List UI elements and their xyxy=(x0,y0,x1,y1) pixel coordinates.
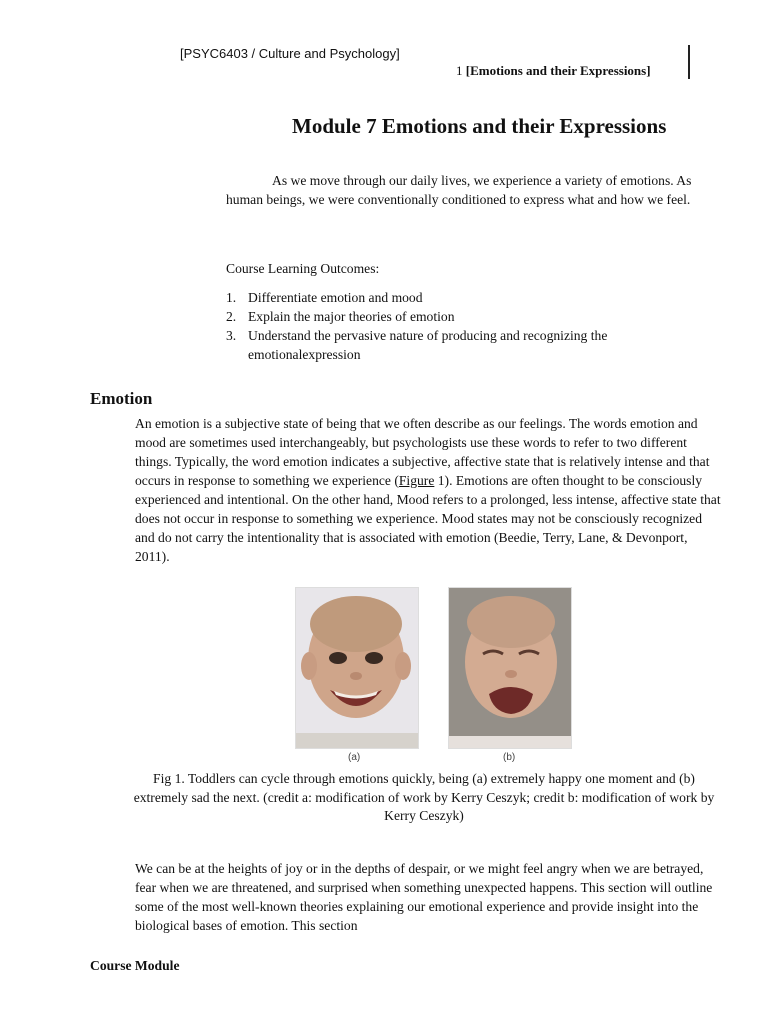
list-item-text: Understand the pervasive nature of producing and recognizing the emotionalexpression xyxy=(248,328,608,362)
intro-text: As we move through our daily lives, we experience a variety of emotions. As human beings, we were conventionally conditioned to express what and how we feel. xyxy=(226,173,692,207)
footer-label: Course Module xyxy=(90,958,180,973)
figure-caption: Fig 1. Toddlers can cycle through emotions quickly, being (a) extremely happy one moment and (b) extremely sad the next. (credit a: modification of work by Kerry Ceszyk; credit b: modification of work by Kerry Ceszyk) xyxy=(133,771,715,823)
list-item xyxy=(226,288,696,307)
figure-label-a: (a) xyxy=(348,752,361,763)
happy-toddler-photo xyxy=(295,587,419,749)
list-item-number: 2. xyxy=(226,309,237,324)
list-item xyxy=(226,307,696,326)
paragraph-text: 1). Emotions are often thought to be consciously experienced and intentional. On the other hand, Mood refers to a prolonged, less intense, affective state that does not occur in response to something we experience. Mood states may not be consciously recognized and do not carry the intentionality that is associated with emotion (Beedie, Terry, Lane, & Devonport, 2011). xyxy=(135,473,721,564)
page-header xyxy=(456,63,651,79)
header-divider xyxy=(688,45,690,79)
learning-outcomes-heading: Course Learning Outcomes: xyxy=(226,261,380,276)
page-number: 1 xyxy=(456,63,463,78)
list-item-number: 3. xyxy=(226,328,237,343)
list-item xyxy=(226,326,696,364)
module-title: Module 7 Emotions and their Expressions xyxy=(292,114,667,138)
paragraph-text: An emotion is a subjective state of being that we often describe as our feelings. The words emotion and mood are sometimes used interchangeably, but psychologists use these words to refer to two different things. Typically, the word emotion indicates a subjective, affective state that is relatively intense and that occurs in response to something we experience ( xyxy=(135,416,710,488)
figure-link[interactable]: Figure xyxy=(398,473,435,488)
header-section-title: [Emotions and their Expressions] xyxy=(465,63,651,78)
list-item-number: 1. xyxy=(226,290,237,305)
crying-toddler-photo xyxy=(448,587,572,749)
emotion-paragraph-1 xyxy=(135,414,725,566)
section-heading-emotion: Emotion xyxy=(90,389,153,408)
figure-label-b: (b) xyxy=(503,752,516,763)
learning-outcomes-list xyxy=(226,288,696,364)
intro-paragraph xyxy=(226,171,726,209)
list-item-text: Explain the major theories of emotion xyxy=(248,309,455,324)
emotion-paragraph-2: We can be at the heights of joy or in the depths of despair, or we might feel angry when we are betrayed, fear when we are threatened, and surprised when something unexpected happens. This section will outline some of the most well-known theories explaining our emotional experience and provide insight into the biological bases of emotion. This section xyxy=(135,861,713,933)
course-header: [PSYC6403 / Culture and Psychology] xyxy=(180,46,400,61)
list-item-text: Differentiate emotion and mood xyxy=(248,290,423,305)
